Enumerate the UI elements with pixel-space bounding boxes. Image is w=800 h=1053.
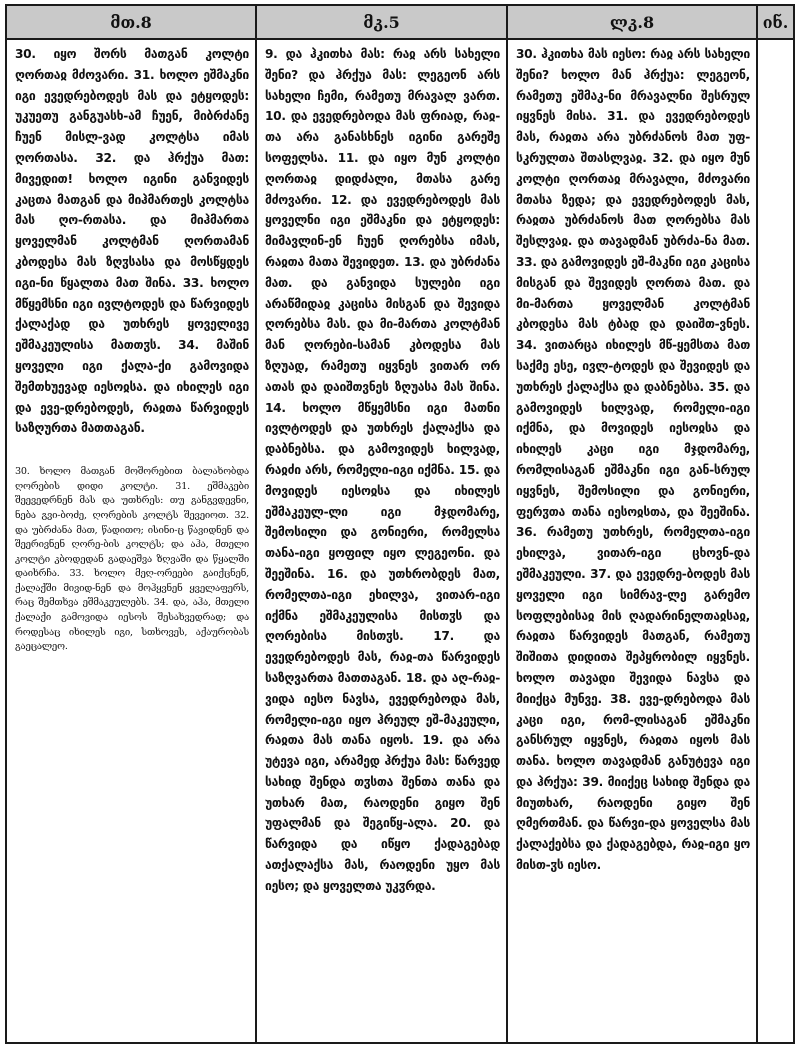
column-matthew <box>7 40 257 1044</box>
matthew-old-georgian-text: 30. იყო შორს მათგან კოლტი ღორთაჲ მძოვარი. 31. ხოლო ეშმაკნი იგი ევედრებოდეს მას და ეტყოდეს: უკუეთუ განგუასხ-ამ ჩუენ, მიბრძანე ჩუენ მისლ-ვად კოლტსა იმას ღორთასა. 32. და ჰრქუა მათ: მივედით! ხოლო იგინი განვიდეს კაცთა მათგან და მიჰმართეს კოლტსა მას ღო-რთასა. და მიჰმართა ყოველმან კოლტმან ღორთამან კბოდესა მას ზღჳსასა და მოსწყდეს იგი-ნი წყალთა მათ შინა. 33. ხოლო მწყემსნი იგი ივლტოდეს და წარვიდეს ქალაქად და უთხრეს ყოველივე ეშმაკეულისა მათთჳს. 34. მაშინ ყოველი იგი ქალა-ქი გამოვიდა შემთხუევად იესოჲსა. და იხილეს იგი და ევე-დრებოდეს, რაჲთა წარვიდეს საზღურთა მათთაგან. <box>15 47 249 436</box>
table-header-row <box>7 6 793 40</box>
column-john-empty <box>758 40 793 1044</box>
gospel-parallel-table <box>5 4 795 1044</box>
column-luke <box>508 40 758 1044</box>
header-john: ინ. <box>762 12 789 32</box>
header-luke: ლკ.8 <box>508 6 758 38</box>
column-mark <box>257 40 508 1044</box>
header-mark: მკ.5 <box>257 6 508 38</box>
luke-old-georgian-text: 30. ჰკითხა მას იესო: რაჲ არს სახელი შენი? ხოლო მან ჰრქუა: ლეგეონ, რამეთუ ეშმაკ-ნი მრავალნი შესრულ იყვნეს მისა. 31. და ევედრებოდეს მას, რაჲთა არა უბრძანოს მათ უფ-სკრულთა შთასლვაჲ. 32. და იყო მუნ კოლტი ღორთაჲ მრავალი, მძოვარი მთასა ზედა; და ევედრებოდეს მას, რაჲთა უბრძანოს მათ ღორებსა მას შესლვაჲ. და თავადმან უბრძა-ნა მათ. 33. და გამოვიდეს ეშ-მაკნი იგი კაცისა მისგან და შევიდეს ღორთა მათ. და მი-მართა ყოველმან კოლტმან კბოდესა მას ტბად და დაიშთ-ვნეს. 34. ვითარცა იხილეს მწ-ყემსთა მათ საქმე ესე, ივლ-ტოდეს და შევიდეს და უთხრეს ქალაქსა და დაბნებსა. 35. და გამოვიდეს ხილვად, რომელი-იგი იქმნა, და მოვიდეს იესოჲსა და იხილეს კაცი იგი მჯდომარე, რომლისაგან ეშმაკნი იგი გან-სრულ იყვნეს, შემოსილი და გონიერი, ფერჳთა თანა იესოჲსთა, და შეეშინა. 36. რამეთუ უთხრეს, რომელთა-იგი ეხილვა, ვითარ-იგი ცხოვნ-და ეშმაკეული. 37. და ევედრე-ბოდეს მას ყოველი იგი სიმრავ-ლე გარემო სოფლებისაჲ მის ღადარინელთაჲსაჲ, რაჲთა წარვიდეს მათგან, რამეთუ შიშითა დიდითა შეპყრობილ იყვნეს. ხოლო თავადი შევიდა ნავსა და მიიქცა მუნვე. 38. ევე-დრებოდა მას კაცი იგი, რომ-ლისაგან ეშმაკნი განსრულ იყვნეს, რაჲთა იყოს მას თანა. ხოლო თავადმან განუტევა იგი და ჰრქუა: 39. მიიქეც სახიდ შენდა და მიუთხარ, რაოდენი გიყო შენ ღმერთმან. და წარვი-და ყოველსა მას ქალაქებსა და ქადაგებდა, რაჲ-იგი ყო მისთ-ჳს იესო. <box>516 47 750 873</box>
mark-old-georgian-text: 9. და ჰკითხა მას: რაჲ არს სახელი შენი? და ჰრქუა მას: ლეგეონ არს სახელი ჩემი, რამეთუ მრავალ ვართ. 10. და ევედრებოდა მას ფრიად, რაჲ-თა არა განასხნეს იგინი გარეშე სოფელსა. 11. და იყო მუნ კოლტი ღორთაჲ დიდძალი, მთასა გარე მძოვარი. 12. და ევედრებოდეს მას ყოველნი იგი ეშმაკნი და ეტყოდეს: მიმავლინ-ენ ჩუენ ღორებსა იმას, რაჲთა მათა შევიდეთ. 13. და უბრძანა მათ. და განვიდა სულები იგი არაწმიდაჲ კაცისა მისგან და შევიდა ღორებსა მას. და მი-მართა კოლტმან მან ღორები-სამან კბოდესა მას ზღუად, რამეთუ იყვნეს ვითარ ორ ათას და დაიშთვნეს ზღუასა მას შინა. 14. ხოლო მწყემსნი იგი მათნი ივლტოდეს და უთხრეს ქალაქსა და დაბნებსა. და გამოვიდეს ხილვად, რაჲძი არს, რომელი-იგი იქმნა. 15. და მოვიდეს იესოჲსა და იხილეს ეშმაკეულ-ლი იგი მჯდომარე, შემოსილი და გონიერი, რომელსა თანა-იგი ყოფილ იყო ლეგეონი. და შეეშინა. 16. და უთხრობდეს მათ, რომელთა-იგი ეხილვა, ვითარ-იგი იქმნა ეშმაკეულისა მისთჳს და ღორებისა მისთჳს. 17. და ევედრებოდეს მას, რაჲ-თა წარვიდეს საზღვართა მათთაგან. 18. და აღ-რაჲ-ვიდა იესო ნავსა, ევედრებოდა მას, რომელი-იგი იყო ჰრეულ ეშ-მაკეული, რაჲთა მას თანა იყოს. 19. და არა უტევა იგი, არამედ ჰრქუა მას: წარვედ სახიდ შენდა თჳსთა შენთა თანა და უთხარ მათ, რაოდენი გიყო შენ უფალმან და შეგიწყ-ალა. 20. და წარვიდა და იწყო ქადაგებად ათქალაქსა მას, რაოდენი უყო მას იესო; და ყოველთა უკჳრდა. <box>265 47 500 893</box>
table-body-row <box>7 40 793 1044</box>
matthew-modern-translation: 30. ხოლო მათგან მოშორებით ბალახობდა ღორების დიდი კოლტი. 31. ეშმაკები შეევედრნენ მას და უთხრეს: თუ განგვდევნი, ნება გვი-ბოძე, ღორების კოლტს შევეიოთ. 32. და უბრძანა მათ, წადითო; ისინი-ც წავიდნენ და შეერივნენ ღორე-ბის კოლტს; და აჰა, მთელი კოლტი კბოდედან გადაეშვა ზღვაში და წყალში დაიხრჩა. 33. ხოლო მეღ-ორეები გაიქცნენ, ქალაქში მივიდ-ნენ და მოჰყვნენ ყველაფერს, რაც შემთხვა ეშმაკეულებს. 34. და, აჰა, მთელი ქალაქი გამოვიდა იესოს შესახვედრად; და როდესაც იხილეს იგი, სთხოვეს, აქაურობას გაეცალეო. <box>15 466 249 653</box>
header-matthew: მთ.8 <box>7 6 257 38</box>
